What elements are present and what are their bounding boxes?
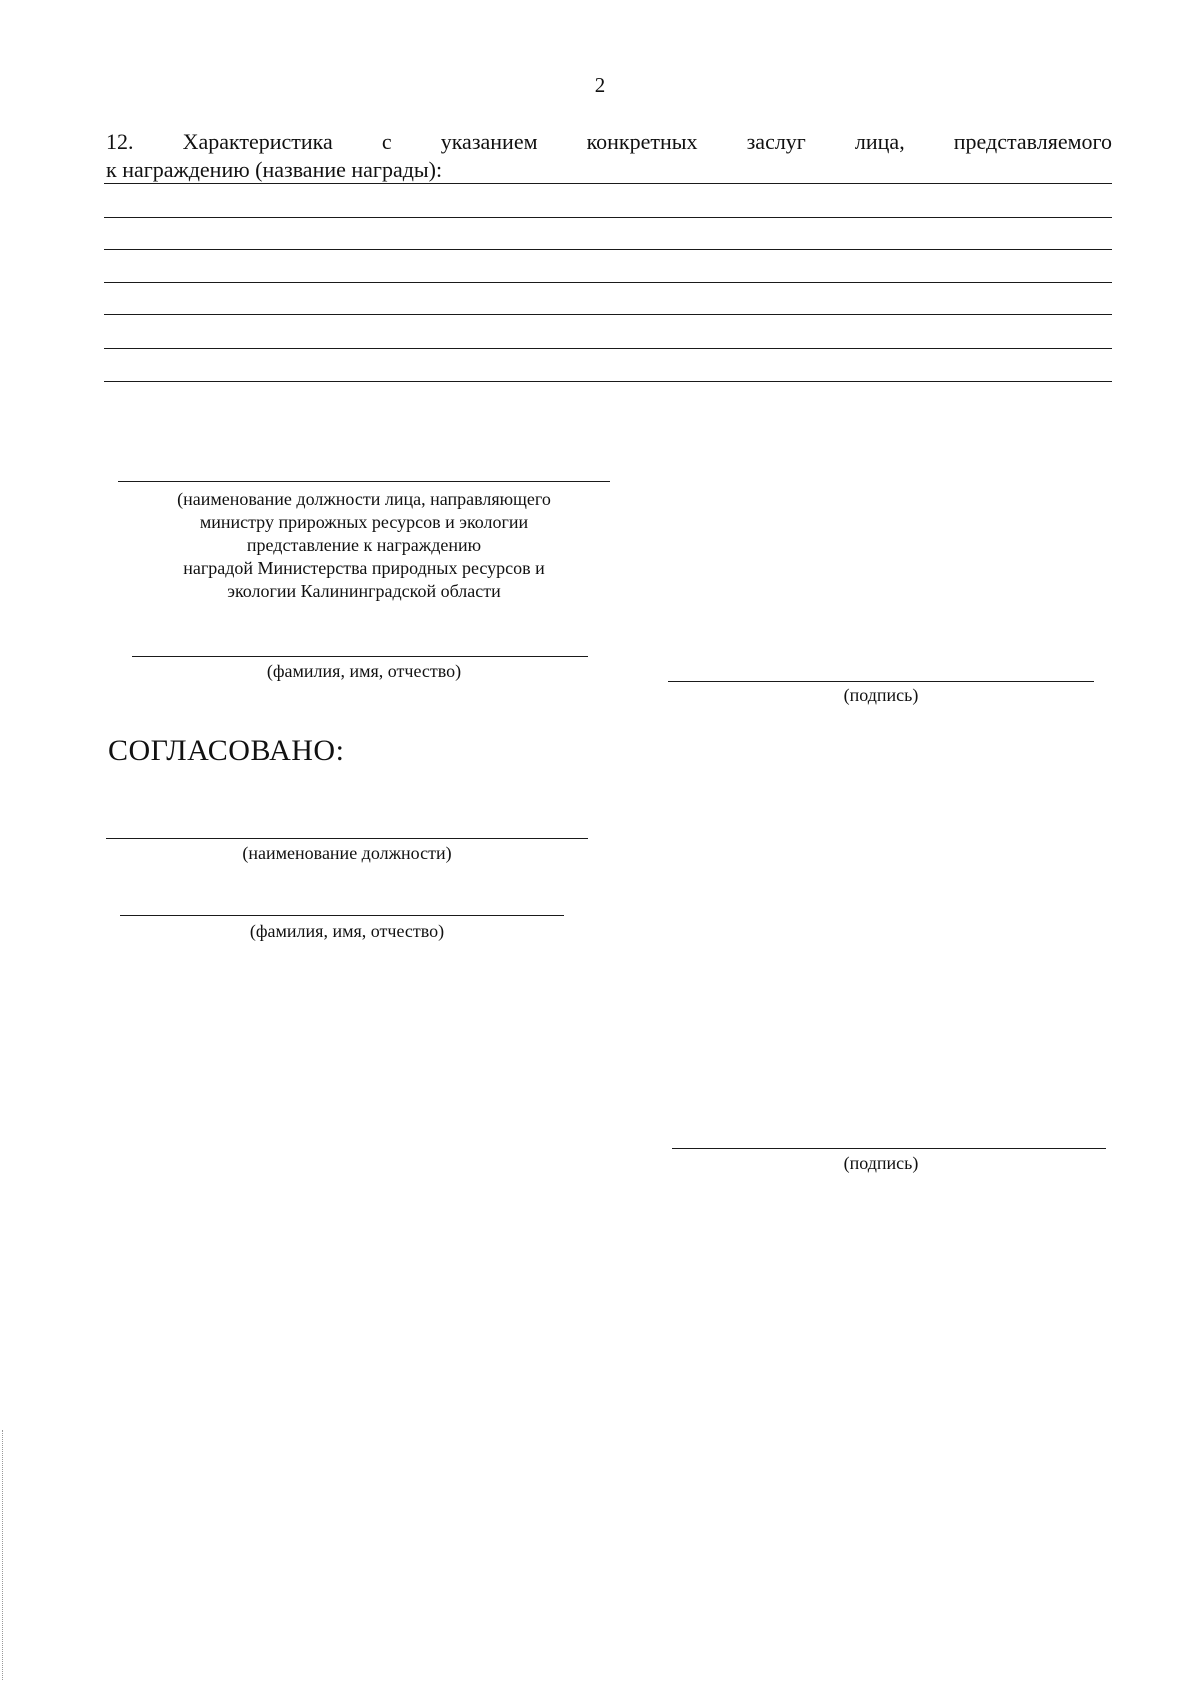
- fill-line: [104, 314, 1112, 315]
- signature-caption-2: (подпись): [843, 1153, 919, 1173]
- fio-line-2: [120, 915, 564, 916]
- item-12-word: конкретных: [586, 129, 698, 154]
- item-12-heading: [106, 128, 1112, 156]
- caption-line: экологии Калининградской области: [227, 581, 501, 601]
- position-line: [118, 481, 610, 482]
- fio-caption: (фамилия, имя, отчество): [266, 661, 462, 681]
- signature-line-2: [672, 1148, 1106, 1149]
- approved-label: СОГЛАСОВАНО:: [108, 734, 345, 767]
- position-caption-2: (наименование должности): [242, 843, 452, 863]
- signature-caption: (подпись): [843, 685, 919, 705]
- fill-line: [104, 217, 1112, 218]
- fill-line: [104, 381, 1112, 382]
- fio-caption-2: (фамилия, имя, отчество): [249, 921, 445, 941]
- fill-line: [104, 348, 1112, 349]
- fill-line: [104, 282, 1112, 283]
- item-12-continuation: к награждению (название награды):: [106, 157, 443, 182]
- page-number: 2: [594, 73, 606, 97]
- caption-line: наградой Министерства природных ресурсов и: [183, 558, 545, 578]
- item-12-word: заслуг: [746, 129, 806, 154]
- item-12-word: указанием: [440, 129, 538, 154]
- item-12-word: 12.: [106, 129, 134, 154]
- item-12-word: с: [381, 129, 392, 154]
- item-12-word: лица,: [854, 129, 905, 154]
- fill-line: [104, 183, 1112, 184]
- signature-line: [668, 681, 1094, 682]
- item-12-word: представляемого: [953, 129, 1112, 154]
- caption-line: представление к награждению: [246, 535, 482, 555]
- item-12-word: Характеристика: [182, 129, 333, 154]
- scan-margin-mark: [2, 1430, 3, 1680]
- position-caption: [177, 488, 551, 603]
- fill-line: [104, 249, 1112, 250]
- fio-line: [132, 656, 588, 657]
- caption-line: министру прирожных ресурсов и экологии: [199, 512, 529, 532]
- position-line-2: [106, 838, 588, 839]
- caption-line: (наименование должности лица, направляющего: [177, 489, 551, 509]
